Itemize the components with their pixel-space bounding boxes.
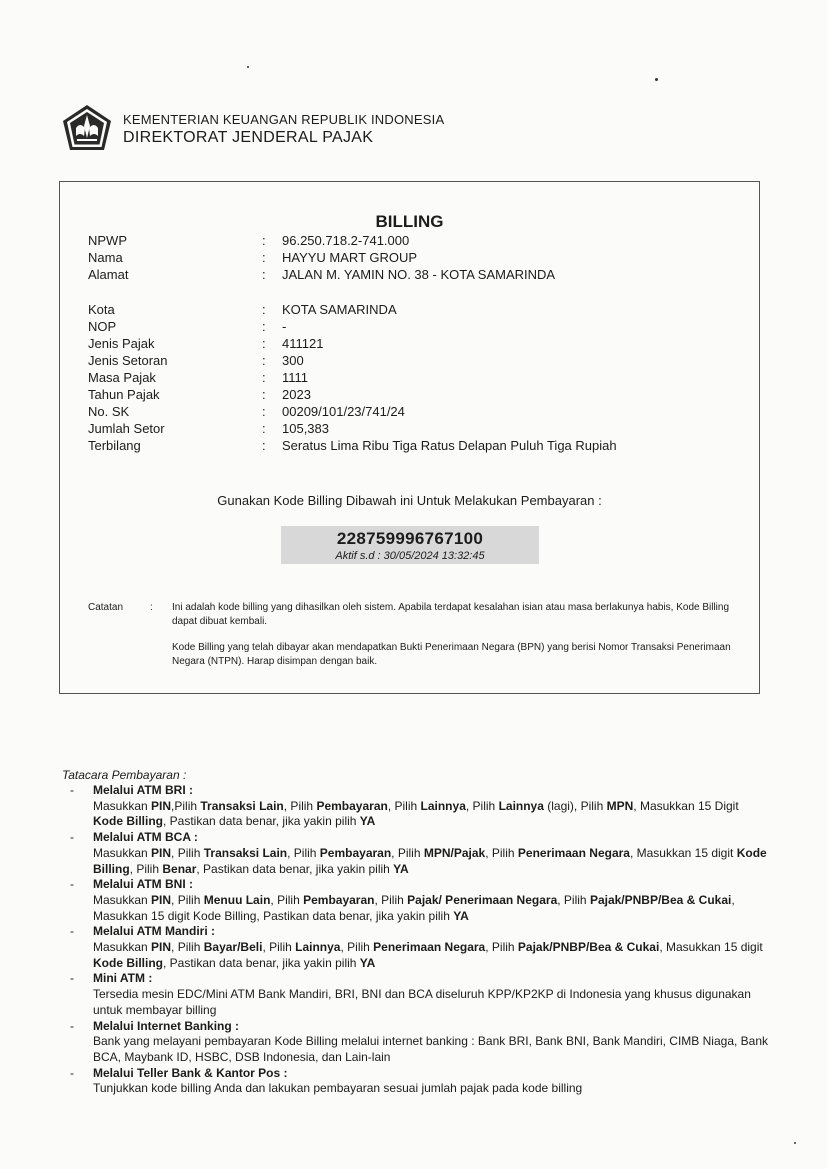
field-label: Jenis Pajak [88,336,155,351]
billing-box: BILLING NPWP : 96.250.718.2-741.000 Nama : HAYYU MART GROUP Alamat : JALAN M. YAMIN NO. 38 - KOTA SAMARINDA Kota : KOTA SAMARINDA NOP : - Jenis Pajak : 411121 Jenis Setoran : 300 Masa Pajak : 1111 Tahun Pajak : 2023 No. SK : 00209/101/23/741/24 Jumlah Setor : 105,383 Terbilang : Seratus Lima Ribu Tiga Ratus Delapan Puluh Tiga Rupiah Gunakan Kode Billing Dibawah ini Untuk Melakukan Pembayaran : 228759996767100 Aktif s.d : 30/05/2024 13:32:45 Catatan : Ini adalah kode billing yang dihasilkan oleh sistem. Apabila terdapat kesalahan isian atau masa berlakunya habis, Kode Billing dapat dibuat kembali. Kode Billing yang telah dibayar akan mendapatkan Bukti Penerimaan Negara (BPN) yang berisi Nomor Transaksi Penerimaan Negara (NTPN). Harap disimpan dengan baik. [59,181,760,694]
field-label: Terbilang [88,438,141,453]
bullet-dash: - [70,783,74,797]
field-value: KOTA SAMARINDA [282,302,397,317]
scan-speck [247,66,249,68]
field-label: NOP [88,319,117,334]
field-label: No. SK [88,404,130,419]
field-label: Tahun Pajak [88,387,160,402]
field-value: - [282,319,287,334]
bullet-dash: - [70,830,74,845]
payment-method-description: Bank yang melayani pembayaran Kode Billing melalui internet banking : Bank BRI, Bank BNI, Bank Mandiri, CIMB Niaga, Bank BCA, Maybank ID, HSBC, DSB Indonesia, dan Lain-lain [93,1034,769,1064]
payment-method-title: Melalui ATM BCA : [93,830,198,845]
payment-guide-heading: Tatacara Pembayaran : [62,768,187,782]
bullet-dash: - [70,877,74,892]
note-label: Catatan [88,602,124,613]
payment-method [70,1019,770,1066]
field-label: Kota [88,302,115,317]
field-value: 2023 [282,387,311,402]
payment-instruction: Gunakan Kode Billing Dibawah ini Untuk Melakukan Pembayaran : [217,493,602,508]
payment-method-title: Melalui ATM BNI : [93,877,193,892]
ministry-name: KEMENTERIAN KEUANGAN REPUBLIK INDONESIA [123,112,445,127]
payment-method-description: Masukkan PIN, Pilih Bayar/Beli, Pilih Lainnya, Pilih Penerimaan Negara, Pilih Pajak/PNBP/Bea & Cukai, Masukkan 15 digit Kode Billing, Pastikan data benar, jika yakin pilih YA [93,940,763,970]
payment-method [70,877,770,924]
billing-active-until: Aktif s.d : 30/05/2024 13:32:45 [335,550,485,562]
letterhead [62,104,462,154]
payment-method [70,1066,770,1097]
payment-method-title: Mini ATM : [93,971,153,986]
field-label: NPWP [88,233,127,248]
payment-method-title: Melalui Teller Bank & Kantor Pos : [93,1065,288,1080]
payment-method-description: Tunjukkan kode billing Anda dan lakukan pembayaran sesuai jumlah pajak pada kode billing [93,1081,583,1096]
bullet-dash: - [70,1018,74,1033]
field-label: Jumlah Setor [88,421,165,436]
payment-method [70,924,770,971]
field-value: Seratus Lima Ribu Tiga Ratus Delapan Puluh Tiga Rupiah [282,438,617,453]
ministry-emblem-icon [62,104,112,152]
field-label: Jenis Setoran [88,353,168,368]
payment-method [70,830,770,877]
field-value: 300 [282,353,304,368]
payment-method-title: Melalui Internet Banking : [93,1018,240,1033]
field-value: 411121 [282,336,324,351]
payment-method-description: Masukkan PIN, Pilih Transaksi Lain, Pilih Pembayaran, Pilih MPN/Pajak, Pilih Penerimaan Negara, Masukkan 15 digit Kode Billing, Pilih Benar, Pastikan data benar, jika yakin pilih YA [93,845,767,876]
field-label: Nama [88,250,123,265]
bullet-dash: - [70,924,74,939]
billing-title: BILLING [375,212,444,231]
scan-speck [794,1142,796,1144]
note-paragraph-2: Kode Billing yang telah dibayar akan mendapatkan Bukti Penerimaan Negara (BPN) yang berisi Nomor Transaksi Penerimaan Negara (NTPN). Harap disimpan dengan baik. [172,642,731,667]
field-value: HAYYU MART GROUP [282,250,418,265]
field-value: 96.250.718.2-741.000 [282,233,410,248]
scan-speck [655,78,658,81]
bullet-dash: - [70,971,74,986]
payment-method-description: Tersedia mesin EDC/Mini ATM Bank Mandiri, BRI, BNI dan BCA diseluruh KPP/KP2KP di Indonesia yang khusus digunakan untuk membayar billing [93,987,751,1017]
payment-methods-list [70,783,770,1097]
field-label: Alamat [88,267,129,282]
payment-method-title: Melalui ATM Mandiri : [93,924,215,939]
field-value: 00209/101/23/741/24 [282,404,405,419]
billing-code: 228759996767100 [336,529,484,548]
payment-method-description: Masukkan PIN, Pilih Menuu Lain, Pilih Pembayaran, Pilih Pajak/ Penerimaan Negara, Pilih Pajak/PNBP/Bea & Cukai, Masukkan 15 digit Kode Billing, Pastikan data benar, jika yakin pilih YA [93,892,735,923]
payment-method-title: Melalui ATM BRI : [93,783,193,797]
directorate-name: DIREKTORAT JENDERAL PAJAK [123,129,374,146]
note-paragraph-1: Ini adalah kode billing yang dihasilkan oleh sistem. Apabila terdapat kesalahan isian atau masa berlakunya habis, Kode Billing dapat dibuat kembali. [172,602,730,627]
payment-method [70,971,770,1018]
field-value: JALAN M. YAMIN NO. 38 - KOTA SAMARINDA [282,267,556,282]
field-value: 105,383 [282,421,329,436]
bullet-dash: - [70,1065,74,1080]
billing-code-box [281,526,539,564]
payment-method [70,783,770,830]
field-value: 1111 [282,370,309,385]
field-label: Masa Pajak [88,370,156,385]
payment-method-description: Masukkan PIN,Pilih Transaksi Lain, Pilih Pembayaran, Pilih Lainnya, Pilih Lainnya (lagi), Pilih MPN, Masukkan 15 Digit Kode Billing, Pastikan data benar, jika yakin pilih YA [93,798,739,829]
